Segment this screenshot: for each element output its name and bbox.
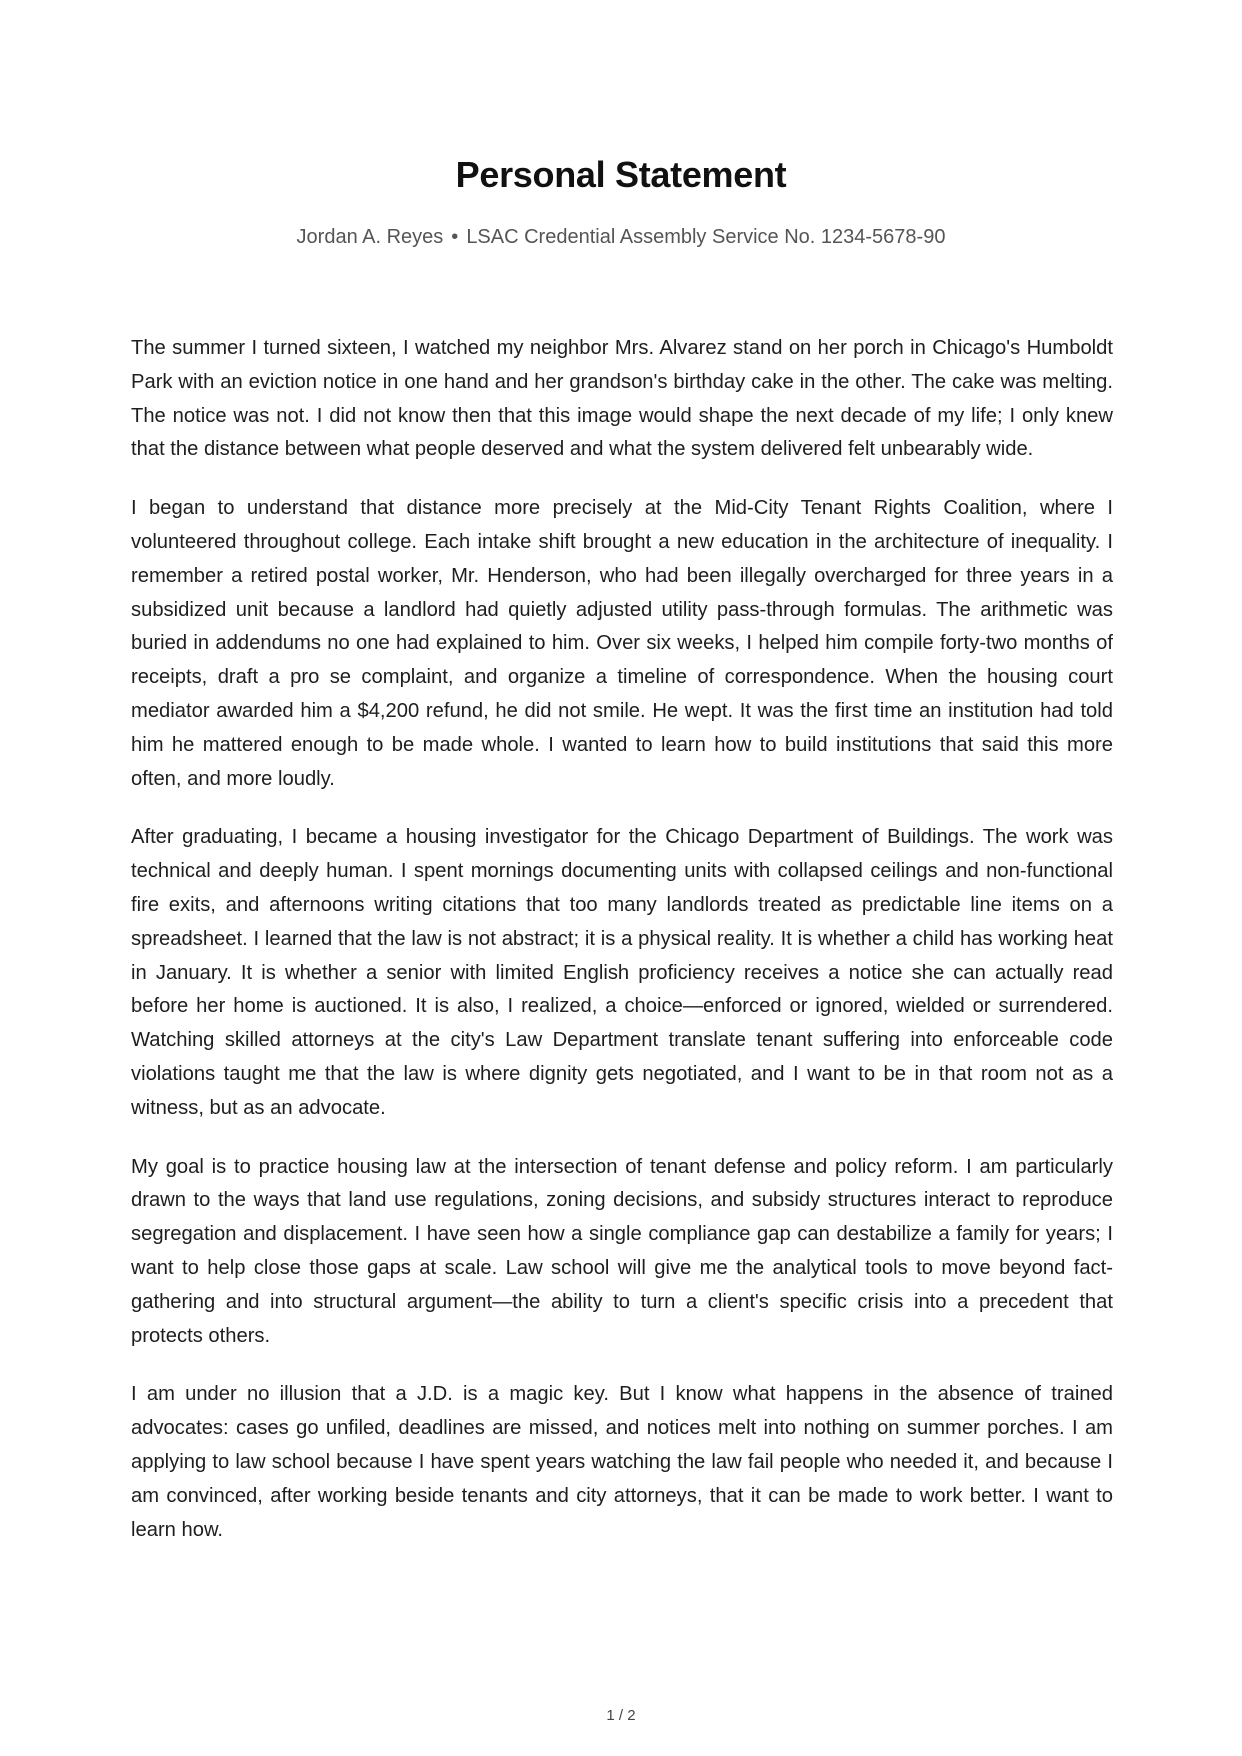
paragraph-3: After graduating, I became a housing investigator for the Chicago Department of Buildings. The work was technical and deeply human. I spent mornings documenting units with collapsed ceilings and non-functional fire exits, and afternoons writing citations that too many landlords treated as predictable line items on a spreadsheet. I learned that the law is not abstract; it is a physical reality. It is whether a child has working heat in January. It is whether a senior with limited English proficiency receives a notice she can actually read before her home is auctioned. It is also, I realized, a choice—enforced or ignored, wielded or surrendered. Watching skilled attorneys at the city's Law Department translate tenant suffering into enforceable code violations taught me that the law is where dignity gets negotiated, and I want to be in that room not as a witness, but as an advocate. bbox=[131, 826, 1113, 1119]
page-number: 1 / 2 bbox=[606, 1707, 636, 1724]
paragraph-5: I am under no illusion that a J.D. is a magic key. But I know what happens in the absence of trained advocates: cases go unfiled, deadlines are missed, and notices melt into nothing on summer porches. I am applying to law school because I have spent years watching the law fail people who needed it, and because I am convinced, after working beside tenants and city attorneys, that it can be made to work better. I want to learn how. bbox=[131, 1383, 1113, 1541]
document-subtitle bbox=[0, 226, 1242, 249]
paragraph-4: My goal is to practice housing law at the intersection of tenant defense and policy reform. I am particularly drawn to the ways that land use regulations, zoning decisions, and subsidy structures interact to reproduce segregation and displacement. I have seen how a single compliance gap can destabilize a family for years; I want to help close those gaps at scale. Law school will give me the analytical tools to move beyond fact-gathering and into structural argument—the ability to turn a client's specific crisis into a precedent that protects others. bbox=[131, 1155, 1113, 1347]
author-name: Jordan A. Reyes bbox=[296, 226, 444, 248]
paragraph-2: I began to understand that distance more precisely at the Mid-City Tenant Rights Coalition, where I volunteered throughout college. Each intake shift brought a new education in the architecture of inequality. I remember a retired postal worker, Mr. Henderson, who had been illegally overcharged for three years in a subsidized unit because a landlord had quietly adjusted utility pass-through formulas. The arithmetic was buried in addendums no one had explained to him. Over six weeks, I helped him compile forty-two months of receipts, draft a pro se complaint, and organize a timeline of correspondence. When the housing court mediator awarded him a $4,200 refund, he did not smile. He wept. It was the first time an institution had told him he mattered enough to be made whole. I wanted to learn how to build institutions that said this more often, and more loudly. bbox=[131, 497, 1113, 790]
paragraph-1: The summer I turned sixteen, I watched my neighbor Mrs. Alvarez stand on her porch in Chicago's Humboldt Park with an eviction notice in one hand and her grandson's birthday cake in the other. The cake was melting. The notice was not. I did not know then that this image would shape the next decade of my life; I only knew that the distance between what people deserved and what the system delivered felt unbearably wide. bbox=[131, 337, 1113, 461]
credential-number: LSAC Credential Assembly Service No. 1234-5678-90 bbox=[466, 226, 946, 248]
statement-body bbox=[131, 332, 1113, 1572]
document-title: Personal Statement bbox=[455, 154, 787, 195]
subtitle-separator: • bbox=[451, 226, 459, 248]
